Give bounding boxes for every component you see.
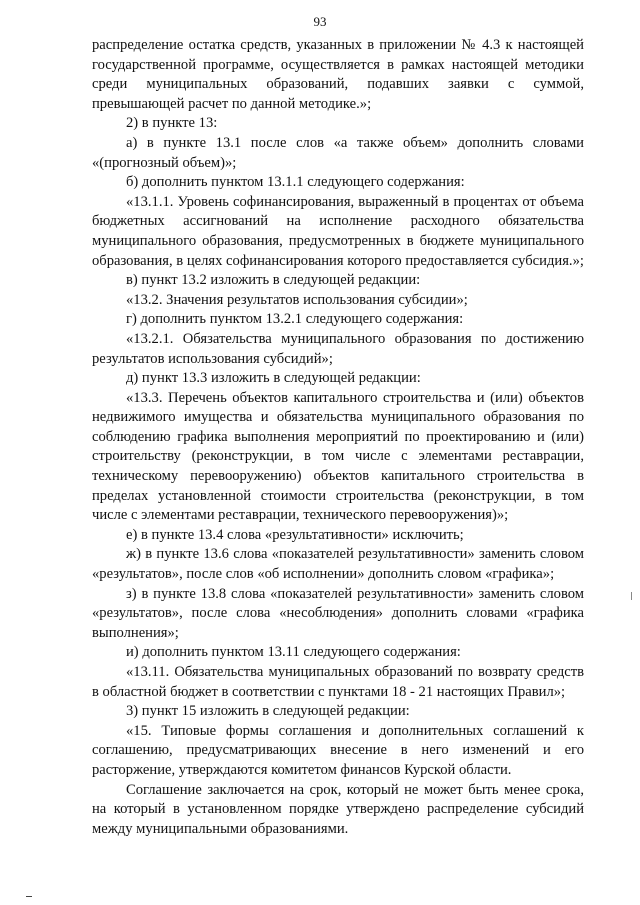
paragraph-item-2z: з) в пункте 13.8 слова «показателей результативности» заменить словом «результатов», после слова «несоблюдения» дополнить словами «графика выполнения»; bbox=[92, 585, 584, 641]
paragraph-clause-13-2: «13.2. Значения результатов использования субсидии»; bbox=[126, 291, 468, 308]
scan-corner-mark bbox=[26, 896, 32, 897]
paragraph-agreement-term: Соглашение заключается на срок, который не может быть менее срока, на который в установленном порядке утверждено распределение субсидий между муниципальными образованиями. bbox=[92, 781, 584, 837]
paragraph-item-2d: д) пункт 13.3 изложить в следующей редакции: bbox=[126, 370, 421, 387]
paragraph-item-2e: е) в пункте 13.4 слова «результативности» исключить; bbox=[126, 526, 464, 543]
paragraph-clause-13-1-1: «13.1.1. Уровень софинансирования, выраженный в процентах от объема бюджетных ассигнований на исполнение расходного обязательства муниципального образования, предусмотренных в бюджете муниципального образования, в целях софинансирования которого предоставляется субсидия.»; bbox=[92, 193, 584, 269]
paragraph-clause-15: «15. Типовые формы соглашения и дополнительных соглашений к соглашению, предусматривающих внесение в него изменений и его расторжение, утверждаются комитетом финансов Курской области. bbox=[92, 722, 584, 778]
paragraph-item-2g: г) дополнить пунктом 13.2.1 следующего содержания: bbox=[126, 311, 464, 328]
paragraph-clause-13-2-1: «13.2.1. Обязательства муниципального образования по достижению результатов использования субсидий»; bbox=[92, 330, 584, 367]
page-number: 93 bbox=[313, 14, 327, 29]
scan-edge-mark bbox=[631, 592, 632, 600]
paragraph-clause-13-3: «13.3. Перечень объектов капитального строительства и (или) объектов недвижимого имущества и обязательства муниципального образования по соблюдению графика выполнения мероприятий по проектированию и (или) строительству (реконструкции, в том числе с элементами реставрации, техническому перевооружению) объектов капитального строительства в пределах установленной стоимости строительства (реконструкции, в том числе с элементами реставрации, технического перевооружения)»; bbox=[92, 389, 584, 524]
paragraph-item-2a: а) в пункте 13.1 после слов «а также объем» дополнить словами «(прогнозный объем)»; bbox=[92, 134, 584, 171]
paragraph-item-2b: б) дополнить пунктом 13.1.1 следующего содержания: bbox=[126, 174, 465, 191]
paragraph-continuation: распределение остатка средств, указанных в приложении № 4.3 к настоящей государственной программе, осуществляется в рамках настоящей методики среди муниципальных образований, подавших заявки с суммой, превышающей расчет по данной методике.»; bbox=[92, 37, 584, 112]
paragraph-item-3: 3) пункт 15 изложить в следующей редакции: bbox=[126, 703, 410, 720]
paragraph-item-2: 2) в пункте 13: bbox=[126, 115, 218, 132]
paragraph-item-2zh: ж) в пункте 13.6 слова «показателей результативности» заменить словом «результатов», после слов «об исполнении» дополнить словом «графика»; bbox=[92, 546, 584, 583]
paragraph-item-2i: и) дополнить пунктом 13.11 следующего содержания: bbox=[126, 644, 461, 661]
paragraph-clause-13-11: «13.11. Обязательства муниципальных образований по возврату средств в областной бюджет в соответствии с пунктами 18 - 21 настоящих Правил»; bbox=[92, 664, 584, 700]
document-body bbox=[92, 36, 584, 839]
paragraph-item-2v: в) пункт 13.2 изложить в следующей редакции: bbox=[126, 272, 421, 289]
